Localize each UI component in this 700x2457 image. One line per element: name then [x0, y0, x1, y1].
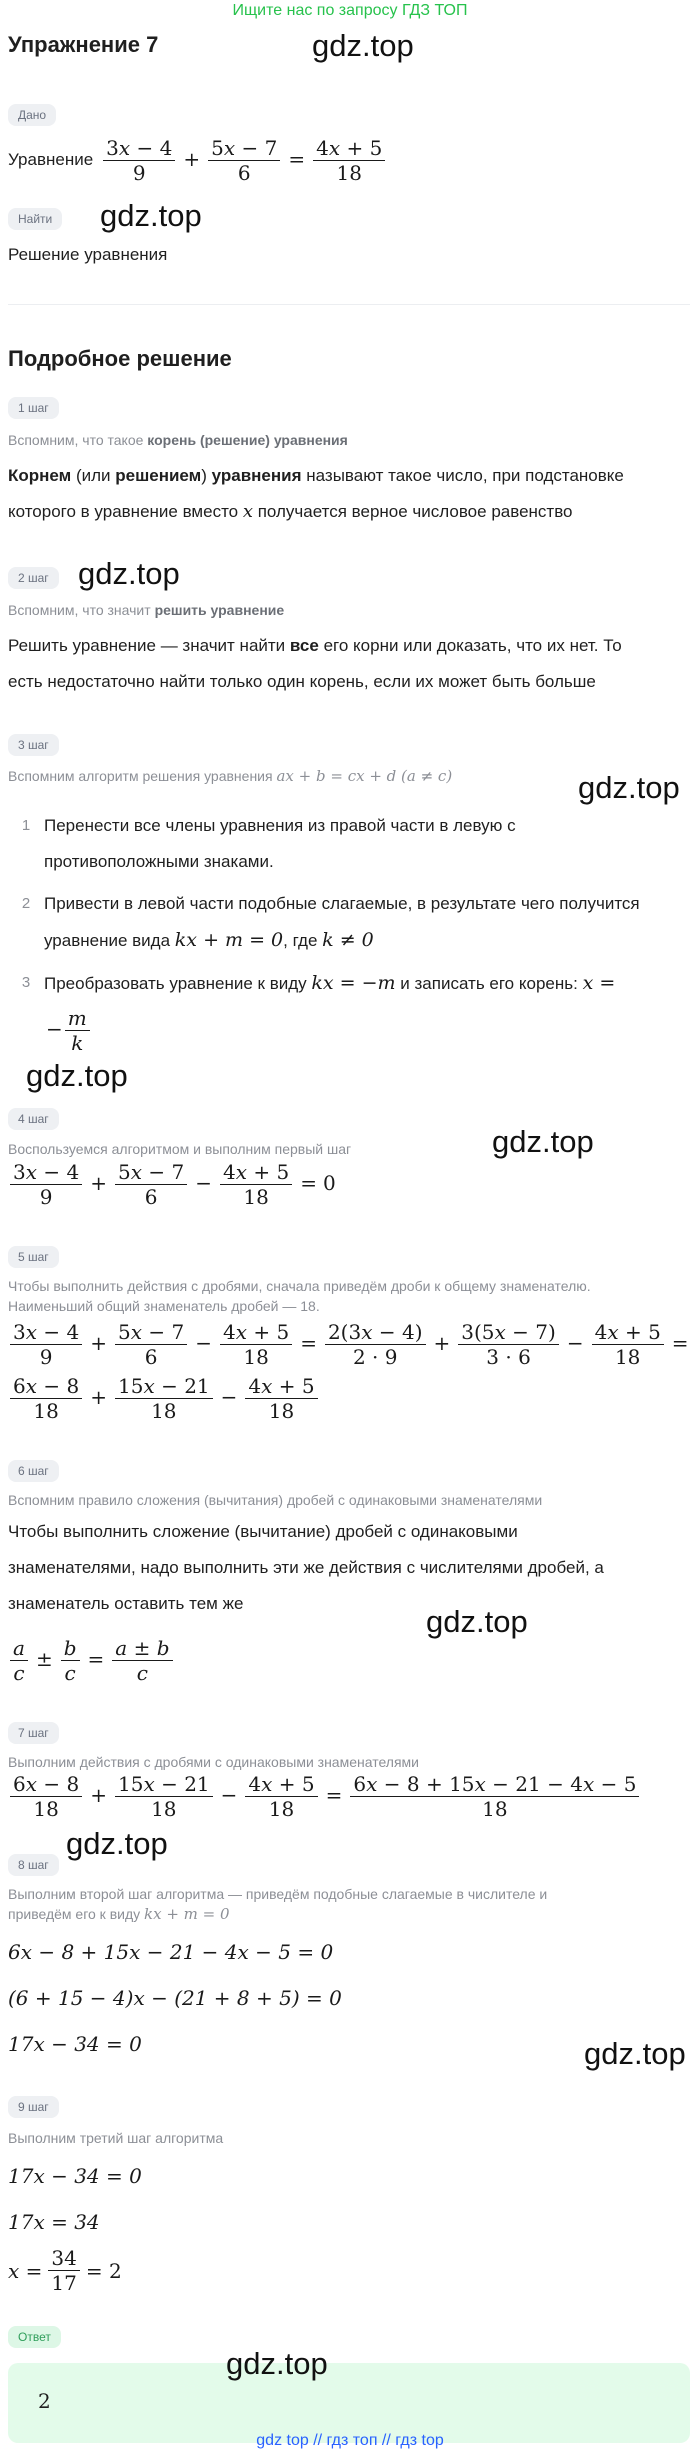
footer-links[interactable]: gdz top // гдз топ // гдз top	[256, 2432, 444, 2449]
step-pill: 7 шаг	[8, 1722, 59, 1744]
watermark: gdz.top	[100, 198, 202, 233]
step-text: Чтобы выполнить сложение (вычитание) дробей с одинаковыми знаменателями, надо выполнить эти же действия с числителями дробей, а знаменатель оставить тем же	[8, 1522, 604, 1613]
watermark: gdz.top	[492, 1124, 594, 1159]
search-banner[interactable]: Ищите нас по запросу ГДЗ ТОП	[232, 2, 468, 19]
step-formula: $\frac{3x - 4}{9}$ + $\frac{5x - 7}{6}$ − $\frac{4x + 5}{18}$ = $\frac{2(3x - 4)}{2 \cdot 9}$ + $\frac{3(5x - 7)}{3 \cdot 6}$ − $\frac{4x + 5}{18}$ =	[8, 1320, 695, 1369]
answer-pill: Ответ	[8, 2326, 61, 2348]
find-text: Решение уравнения	[8, 245, 168, 264]
step-formula: $\frac{3x - 4}{9}$ + $\frac{5x - 7}{6}$ − $\frac{4x + 5}{18}$ = 0	[8, 1160, 336, 1209]
answer-value: 2	[38, 2389, 51, 2413]
list-item: 1 Перенести все члены уравнения из правой части в левую с противоположными знаками.	[21, 816, 516, 871]
algorithm-list	[8, 808, 690, 1002]
step-hint: Вспомним, что такое корень (решение) уравнения	[8, 432, 348, 448]
watermark: gdz.top	[584, 2036, 686, 2071]
solution-title: Подробное решение	[8, 346, 232, 371]
equation-line: (6 + 15 − 4)x − (21 + 8 + 5) = 0	[8, 1986, 342, 2010]
divider	[8, 304, 690, 305]
step-hint: Наименьший общий знаменатель дробей — 18.	[8, 1298, 320, 1314]
given-equation	[8, 132, 387, 188]
step-hint: Вспомним алгоритм решения уравнения ax + b = cx + d (a ≠ c)	[8, 767, 453, 785]
answer-box	[8, 2363, 690, 2443]
find-pill: Найти	[8, 208, 62, 230]
step-hint: Воспользуемся алгоритмом и выполним первый шаг	[8, 1141, 352, 1157]
step-hint: приведём его к виду kx + m = 0	[8, 1905, 230, 1923]
page-title: Упражнение 7	[8, 32, 159, 57]
watermark: gdz.top	[78, 556, 180, 591]
watermark: gdz.top	[66, 1826, 168, 1861]
given-formula: $\frac{3x - 4}{9}$ + $\frac{5x - 7}{6}$ = $\frac{4x + 5}{18}$	[101, 136, 387, 185]
equation-line: 17x − 34 = 0	[8, 2164, 142, 2188]
equation-line: 6x − 8 + 15x − 21 − 4x − 5 = 0	[8, 1940, 334, 1964]
step-hint: Чтобы выполнить действия с дробями, сначала приведём дроби к общему знаменателю.	[8, 1278, 591, 1294]
step-pill: 1 шаг	[8, 397, 59, 419]
step-formula: $\frac{6x - 8}{18}$ + $\frac{15x - 21}{18}$ − $\frac{4x + 5}{18}$	[8, 1374, 320, 1423]
watermark: gdz.top	[578, 770, 680, 805]
step-formula: $\frac{6x - 8}{18}$ + $\frac{15x - 21}{18}$ − $\frac{4x + 5}{18}$ = $\frac{6x - 8 + 15x - 21 - 4x - 5}{18}$	[8, 1772, 641, 1821]
step-pill: 2 шаг	[8, 567, 59, 589]
step-pill: 3 шаг	[8, 734, 59, 756]
step-pill: 9 шаг	[8, 2096, 59, 2118]
step-hint: Выполним третий шаг алгоритма	[8, 2130, 224, 2146]
step-pill: 6 шаг	[8, 1460, 59, 1482]
given-pill: Дано	[8, 104, 56, 126]
step-hint: Выполним действия с дробями с одинаковыми знаменателями	[8, 1754, 419, 1770]
equation-line: 17x = 34	[8, 2210, 100, 2234]
step-text: Корнем (или решением) уравнения называют такое число, при подстановке которого в уравнение вместо x получается верное числовое равенство	[8, 466, 624, 522]
given-label: Уравнение	[8, 150, 94, 169]
watermark: gdz.top	[312, 28, 414, 63]
equation-line: x = $\frac{34}{17}$ = 2	[8, 2246, 122, 2295]
step-pill: 5 шаг	[8, 1246, 59, 1268]
watermark: gdz.top	[26, 1058, 128, 1093]
step-pill: 4 шаг	[8, 1108, 59, 1130]
equation-line: 17x − 34 = 0	[8, 2032, 142, 2056]
step-text: Решить уравнение — значит найти все его корни или доказать, что их нет. То есть недостаточно найти только один корень, если их может быть больше	[8, 636, 622, 691]
list-item: 3 Преобразовать уравнение к виду kx = −m и записать его корень: x =	[21, 972, 616, 994]
step-hint: Вспомним правило сложения (вычитания) дробей с одинаковыми знаменателями	[8, 1492, 543, 1508]
step-pill: 8 шаг	[8, 1854, 59, 1876]
list-item: 2 Привести в левой части подобные слагаемые, в результате чего получится уравнение вида kx + m = 0, где k ≠ 0	[21, 894, 640, 951]
watermark: gdz.top	[426, 1604, 528, 1639]
step-formula: $\frac{a}{c}$ ± $\frac{b}{c}$ = $\frac{a \pm b}{c}$	[8, 1636, 175, 1685]
step-hint: Выполним второй шаг алгоритма — приведём подобные слагаемые в числителе и	[8, 1886, 548, 1902]
watermark: gdz.top	[226, 2346, 328, 2381]
root-formula: − $\frac{m}{k}$	[46, 1006, 92, 1055]
step-hint: Вспомним, что значит решить уравнение	[8, 602, 285, 618]
